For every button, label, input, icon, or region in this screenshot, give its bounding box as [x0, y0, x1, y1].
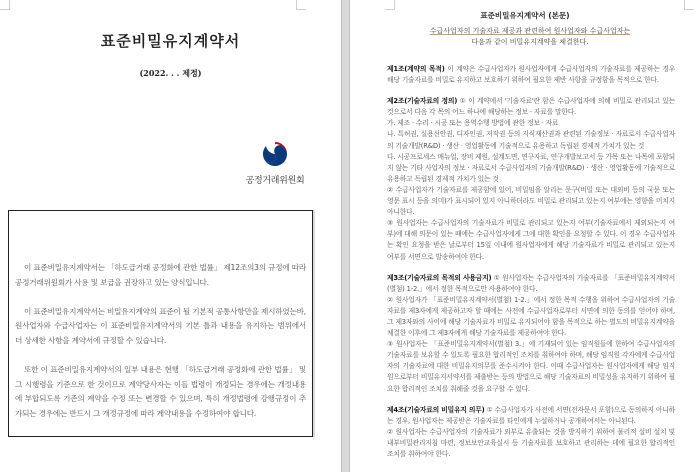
- article-text: ③ 원사업자는 「표준비밀유지계약서(별첨) 3.」에 기재되어 있는 임직원들에 한하여 수급사업자의 기술자료를 보유할 수 있도록 필요한 합리적인 조치를 취하여야 하며, 해당 임직원 각자에게 수급사업자의 기술자료에 대한 비밀유지의무를 준수시켜야 한다. 이때 수급사업자는 원사업자에게 해당 임직원으로부터 비밀유지서약서를 제출받는 등의 방법으로 해당 기술자료의 비밀성을 유지하기 위하여 필요한 합리적인 조치를 취해줄 것을 요구할 수 있다.: [387, 340, 675, 393]
- ftc-logo: [242, 139, 308, 186]
- notice-paragraph: 이 표준비밀유지계약서는 비밀유지계약의 표준이 될 기본적 공통사항만을 제시하였는바, 원사업자와 수급사업자는 이 표준비밀유지계약서의 기본 틀과 내용을 유지하는 범위에서 더 상세한 사항을 계약서에 규정할 수 있습니다.: [15, 306, 306, 345]
- page-corner-mark: [385, 0, 395, 10]
- document-title: 표준비밀유지계약서: [100, 32, 241, 50]
- page-corner-mark: [684, 0, 694, 10]
- body-intro: [420, 26, 640, 48]
- intro-line: 다음과 같이 비밀유지계약을 체결한다.: [471, 38, 589, 46]
- notice-box: [8, 210, 313, 437]
- article-1: [387, 64, 675, 86]
- notice-paragraph: 이 표준비밀유지계약서는 「하도급거래 공정화에 관한 법률」 제12조의3의 규정에 따라 공정거래위원회가 사용 및 보급을 권장하고 있는 양식입니다.: [15, 263, 306, 287]
- article-text: ① 수급사업자가 사전에 서면(전자문서 포함)으로 동의하지 아니하는 경우, 원사업자는 제공받은 기술자료를 타인에게 누설하거나 공개하여서는 아니된다.: [387, 405, 675, 425]
- article-title: 제1조(계약의 목적): [387, 65, 445, 73]
- notice-paragraph: 또한 이 표준비밀유지계약서의 일부 내용은 현행 「하도급거래 공정화에 관한 법률」 및 그 시행령을 기준으로 한 것이므로 계약당사자는 이들 법령이 개정되는 경우에는 개정내용에 부합되도록 기존의 계약을 수정 또는 변경할 수 있으며, 특히 개정법령에 강행규정이 추가되는 경우에는 반드시 그 개정규정에 따라 계약내용을 수정하여야 합니다.: [15, 365, 306, 418]
- article-2: [387, 96, 675, 262]
- ftc-logo-text: 공정거래위원회: [245, 176, 305, 186]
- article-text: ② 원사업자는 수급사업자의 기술자료가 외부로 유출되는 것을 방지하기 위하여 물리적 설비 설치 및 내부비밀관리지침 마련, 정보보안교육실시 등 기술자료를 보호하고 관리하는 데에 필요한 합리적인 조치를 취하여야 한다.: [387, 427, 675, 458]
- article-text: ① 이 계약에서 '기술자료'란 함은 수급사업자에 의해 비밀로 관리되고 있는 것으로서 다음 각 목의 어느 하나에 해당하는 정보 · 자료를 말한다.: [387, 97, 675, 117]
- taegeuk-emblem-icon: [260, 139, 290, 169]
- article-title: 제4조(기술자료의 비밀유지 의무): [387, 405, 485, 414]
- articles: [387, 64, 675, 470]
- page-corner-mark: [296, 0, 306, 10]
- body-heading: 표준비밀유지계약서 (본문): [480, 11, 570, 20]
- cover-page: [0, 0, 341, 472]
- article-3: [387, 273, 675, 395]
- page-corner-mark: [0, 0, 10, 10]
- article-text: ③ 원사업자는 수급사업자의 기술자료가 비밀로 관리되고 있는지 여부(기술자료에서 제외되는지 여부)에 대해 의문이 있는 때에는 수급사업자에게 그에 대한 확인을 요청할 수 있다. 이 경우 수급사업자는 확인 요청을 받은 날로부터 15일 이내에 원사업자에게 해당 기술자료가 비밀로 관리되고 있는지 여부를 서면으로 발송하여야 한다.: [387, 219, 675, 261]
- body-page: [350, 0, 700, 472]
- enactment-date: (2022. . . 제정): [139, 68, 202, 78]
- page-divider: [341, 0, 350, 472]
- article-title: 제3조(기술자료의 목적외 사용금지): [387, 273, 492, 282]
- article-text: ② 원사업자가 「표준비밀유지계약서(별첨) 1-2.」에서 정한 목적 수행을 위하여 수급사업자의 기술자료를 제3자에게 제공하고자 할 때에는 사전에 수급사업자로부터 서면에 의한 동의를 얻어야 하며, 그 제3자와의 사이에 해당 기술자료가 비밀로 유지되어야 함을 목적으로 하는 별도의 비밀유지계약을 체결한 이후에 그 제3자에게 해당 기술자료를 제공하여야 한다.: [387, 295, 675, 338]
- article-text: 나. 특허권, 실용신안권, 디자인권, 저작권 등의 지식재산권과 관련된 기술정보 · 자료로서 수급사업자의 기술개발(R&D) · 생산 · 영업활동에 기술적으로 유용하고 독립된 경제적 가치가 있는 것: [387, 130, 675, 150]
- article-text: ① 원사업자는 수급사업자의 기술자료를 「표준비밀유지계약서(별첨) 1-2.」에서 정한 목적으로만 사용하여야 한다.: [387, 273, 676, 293]
- article-text: ② 수급사업자가 기술자료를 제공함에 있어, 비밀임을 알리는 문구(비밀 또는 대외비 등의 국문 또는 영문 표시 등을 의미)가 표시되어 있지 아니하더라도 비밀로 관리되고 있는지 여부에는 영향을 미치지 아니한다.: [387, 185, 675, 217]
- article-title: 제2조(기술자료의 정의): [387, 97, 458, 106]
- article-text: 이 계약은 수급사업자가 원사업자에게 수급사업자의 기술자료를 제공하는 경우 해당 기술자료를 비밀로 유지하고 보호하기 위하여 필요한 제반 사항을 규정함을 목적으로 한다.: [387, 65, 676, 85]
- article-text: 다. 시공프로세스 매뉴얼, 장비 제원, 설계도면, 연구자료, 연구개발보고서 등 가목 또는 나목에 포함되지 않는 기타 사업자의 정보 · 자료로서 수급사업자의 기술개발(R&D) · 생산 · 영업활동에 기술적으로 유용하고 독립된 경제적 가치가 있는 것: [387, 152, 675, 183]
- intro-line: 수급사업자의 기술자료 제공과 관련하여 원사업자와 수급사업자는: [429, 27, 631, 35]
- article-4: [387, 405, 675, 460]
- article-text: 가. 제조 · 수리 · 시공 또는 용역수행 방법에 관한 정보 · 자료: [387, 119, 559, 128]
